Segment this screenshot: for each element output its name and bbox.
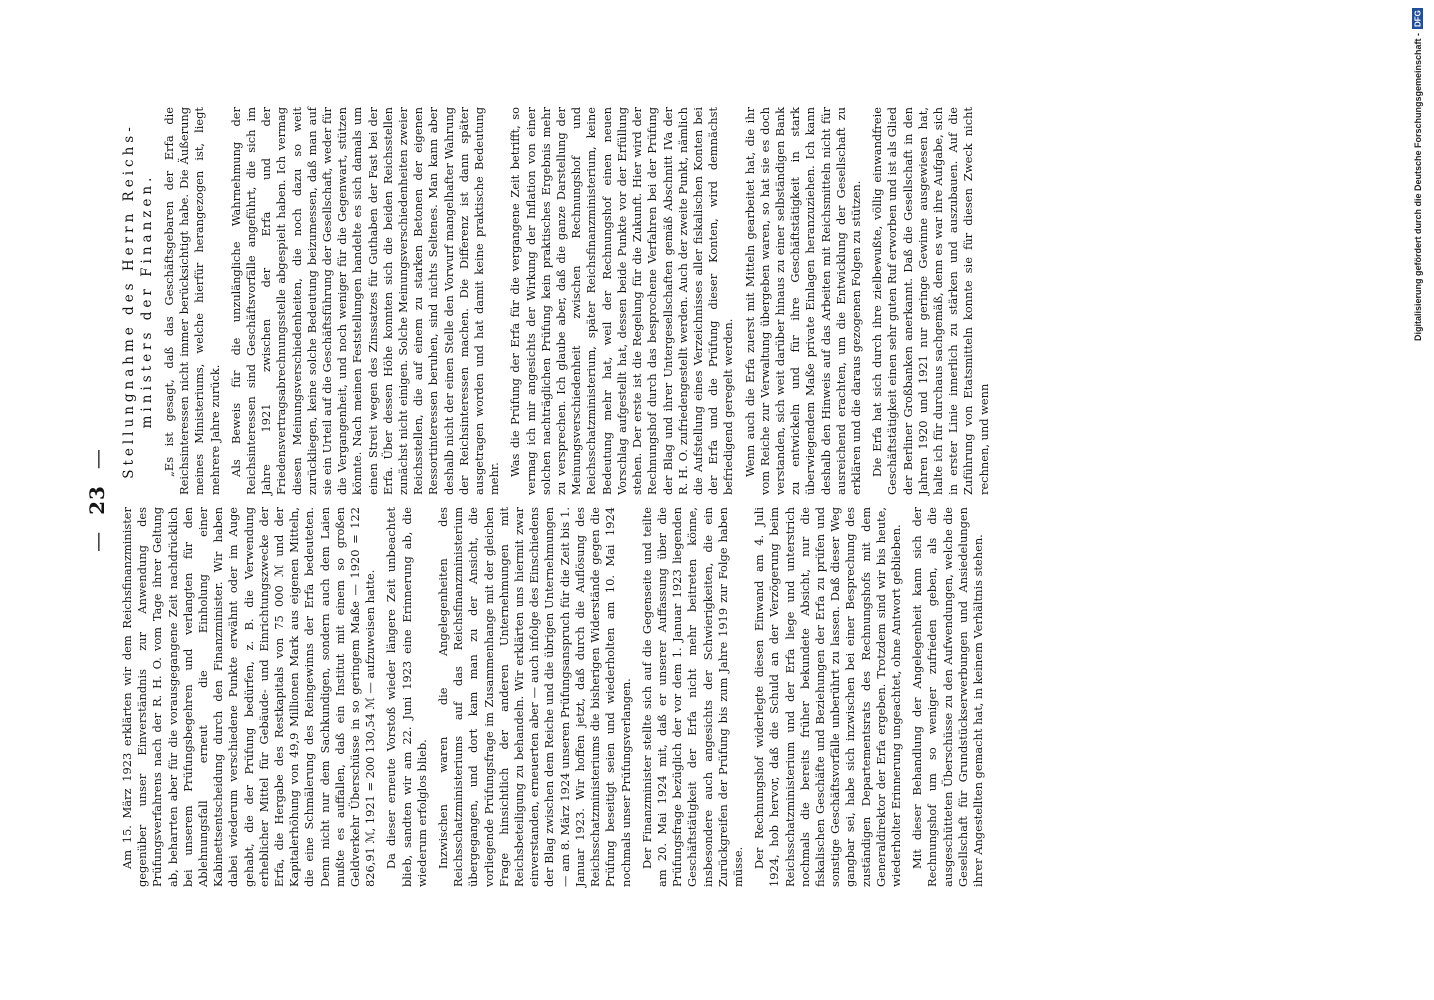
left-paragraph: Inzwischen waren die Angelegenheiten des Reichsschatzministeriums auf das Reichsfinanzministerium übergegangen, und dort kam man zu der Ansicht, die vorliegende Prüfungsfrage im Zusammenhange mit der gleichen Frage hinsichtlich der anderen Unternehmungen mit Reichsbeteiligung zu behandeln. Wir erklärten uns hiermit zwar einverstanden, erneuerten aber — auch infolge des Einschiedens der Blag zwischen dem Reiche und die übrigen Unternehmungen — am 8. März 1924 unseren Prüfungsanspruch für die Zeit bis 1. Januar 1923. Wir hoffen jetzt, daß durch die Auflösung des Reichsschatzministeriums die bisherigen Widerstände gegen die Prüfung beseitigt seien und wiederholten am 10. Mai 1924 nochmals unser Prüfungsverlangen. [436, 507, 633, 887]
right-paragraph: „Es ist gesagt, daß das Geschäftsgebaren der Erfa die Reichsinteressen nicht immer berücksichtigt habe. Die Äußerung meines Ministeriums, welche hierfür herangezogen ist, liegt mehrere Jahre zurück. [162, 107, 222, 495]
left-paragraph: Am 15. März 1923 erklärten wir dem Reichsfinanzminister gegenüber unser Einverständnis zur Anwendung des Prüfungsverfahrens nach der R. H. O. vom Tage ihrer Geltung ab, beharrten aber für die vorausgegangene Zeit nachdrücklich bei unserem Prüfungsbegehren und verlangten für den Ablehnungsfall erneut die Einholung einer Kabinettsentscheidung durch den Finanzminister. Wir haben dabei wiederum verschiedene Punkte erwähnt oder im Auge gehabt, die der Prüfung bedürfen, z. B. die Verwendung erheblicher Mittel für Gebäude- und Einrichtungszwecke der Erfa, die Hergabe des Restkapitals von 75 000 ℳ und der Kapitalerhöhung von 49,9 Millionen Mark aus eigenen Mitteln, die eine Schmälerung des Reingewinns der Erfa bedeuteten. Denn nicht nur dem Sachkundigen, sondern auch dem Laien mußte es auffallen, daß ein Institut mit einem so großen Geldverkehr Überschüsse in so geringem Maße — 1920 = 122 826,91 ℳ, 1921 = 200 130,54 ℳ — aufzuweisen hatte. [120, 507, 378, 887]
left-paragraph: Der Rechnungshof widerlegte diesen Einwand am 4. Juli 1924, hob hervor, daß die Schuld an der Verzögerung beim Reichsschatzministerium und der Erfa liege und unterstrich nochmals die bereits früher bekundete Absicht, nur die fiskalischen Geschäfte und Beziehungen der Erfa zu prüfen und sonstige Geschäftsvorfälle unberührt zu lassen. Daß dieser Weg gangbar sei, habe sich inzwischen bei einer Besprechung des zuständigen Departementsrats des Rechnungshofs mit dem Generaldirektor der Erfa ergeben. Trotzdem sind wir bis heute, wiederholter Erinnerung ungeachtet, ohne Antwort geblieben. [752, 507, 903, 887]
credit-text: Digitalisierung gefördert durch die Deutsche Forschungsgemeinschaft - [1413, 32, 1423, 341]
right-paragraph: Was die Prüfung der Erfa für die vergangene Zeit betrifft, so vermag ich mir angesichts der Wirkung der Inflation von einer solchen nachträglichen Prüfung kein praktisches Ergebnis mehr zu versprechen. Ich glaube aber, daß die ganze Darstellung der Meinungsverschiedenheit zwischen Rechnungshof und Reichsschatzministerium, später Reichsfinanzministerium, keine Bedeutung mehr hat, weil der Rechnungshof einen neuen Vorschlag aufgestellt hat, dessen beide Punkte vor der Erfüllung stehen. Der erste ist die Regelung für die Zukunft. Hier wird der Rechnungshof durch das besprochene Verfahren bei der Prüfung der Blag und ihrer Untergesellschaften gemäß Abschnitt IVa der R. H. O. zufriedengestellt werden. Auch der zweite Punkt, nämlich die Aufstellung eines Verzeichnisses aller fiskalischen Konten bei der Erfa und die Prüfung dieser Konten, wird demnächst befriedigend geregelt werden. [508, 107, 736, 495]
page-number: —23— [85, 448, 109, 552]
left-paragraph: Mit dieser Behandlung der Angelegenheit kann sich der Rechnungshof um so weniger zufrieden geben, als die ausgeschütteten Überschüsse zu den Aufwendungen, welche die Gesellschaft für Grundstückserwerbungen und Ansiedelungen ihrer Angestellten gemacht hat, in keinem Verhältnis stehen. [910, 507, 985, 887]
section-title-line: ministers der Finanzen. [139, 173, 155, 429]
dfg-logo: DFG [1413, 10, 1423, 27]
right-paragraph: Die Erfa hat sich durch ihre zielbewußte, völlig einwandfreie Geschäftstätigkeit einen sehr guten Ruf erworben und ist als Glied der Berliner Großbanken anerkannt. Daß die Gesellschaft in den Jahren 1920 und 1921 nur geringe Gewinne ausgewiesen hat, halte ich für durchaus sachgemäß, denn es war ihre Aufgabe, sich in erster Linie innerlich zu stärken und auszubauen. Auf die Zuführung von Etatsmitteln konnte sie für diesen Zweck nicht rechnen, und wenn [870, 107, 991, 495]
section-title [120, 107, 156, 495]
digitization-credit [1406, 8, 1430, 998]
section-title-line: Stellungnahme des Herrn Reichs- [121, 123, 137, 479]
page-number-value: 23 [85, 485, 109, 515]
left-paragraph: Der Finanzminister stellte sich auf die Gegenseite und teilte am 20. Mai 1924 mit, daß er unserer Auffassung über die Prüfungsfrage bezüglich der vor dem 1. Januar 1923 liegenden Geschäftstätigkeit der Erfa nicht mehr beitreten könne, insbesondere auch angesichts der Schwierigkeiten, die ein Zurückgreifen der Prüfung bis zum Jahre 1919 zur Folge haben müsse. [639, 507, 745, 887]
right-column [120, 107, 998, 495]
right-paragraph: Wenn auch die Erfa zuerst mit Mitteln gearbeitet hat, die ihr vom Reiche zur Verwaltung übergeben waren, so hat sie es doch verstanden, sich weit darüber hinaus zu einer selbständigen Bank zu entwickeln und für ihre Geschäftstätigkeit in stark überwiegendem Maße private Einlagen heranzuziehen. Ich kann deshalb den Hinweis auf das Arbeiten mit Reichsmitteln nicht für ausreichend erachten, um die Entwicklung der Gesellschaft zu erklären und die daraus gezogenen Folgen zu stützen. [742, 107, 863, 495]
left-paragraph: Da dieser erneute Vorstoß wieder längere Zeit unbeachtet blieb, sandten wir am 22. Juni 1923 eine Erinnerung ab, die wiederum erfolglos blieb. [384, 507, 429, 887]
right-paragraph: Als Beweis für die unzulängliche Wahrnehmung der Reichsinteressen sind Geschäftsvorfälle angeführt, die sich im Jahre 1921 zwischen der Erfa und der Friedensvertragsabrechnungsstelle abgespielt haben. Ich vermag diesen Meinungsverschiedenheiten, die noch dazu so weit zurückliegen, keine solche Bedeutung beizumessen, daß man auf sie ein Urteil auf die Geschäftsführung der Gesellschaft, weder für die Vergangenheit, und noch weniger für die Gegenwart, stützen könnte. Nach meinen Feststellungen handelte es sich damals um einen Streit wegen des Zinssatzes für Guthaben der Fast bei der Erfa. Über dessen Höhe konnten sich die beiden Reichsstellen zunächst nicht einigen. Solche Meinungsverschiedenheiten zweier Reichsstellen, die auf einem zu starken Betonen der eigenen Ressortinteressen beruhen, sind nichts Seltenes. Man kann aber deshalb nicht der einen Stelle den Vorwurf mangelhafter Wahrung der Reichsinteressen machen. Die Differenz ist dann später ausgetragen worden und hat damit keine praktische Bedeutung mehr. [228, 107, 502, 495]
left-column [120, 507, 992, 887]
